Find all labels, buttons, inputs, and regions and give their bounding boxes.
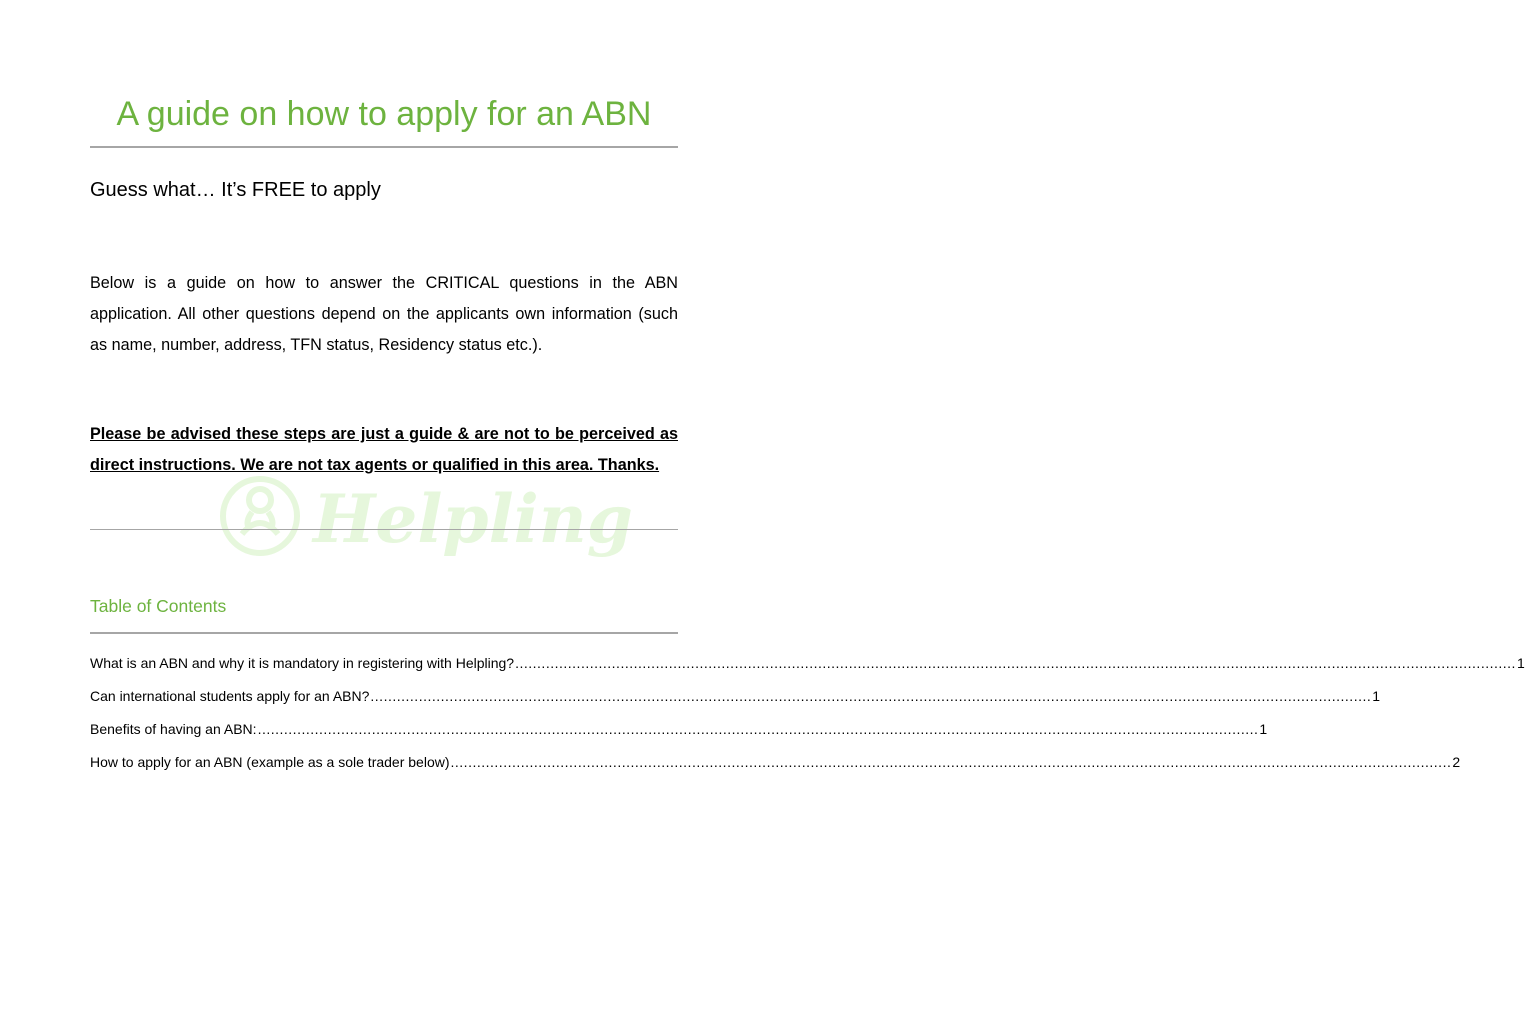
toc-entry-title[interactable]: Benefits of having an ABN: — [90, 721, 257, 737]
toc-dot-leader — [370, 684, 1371, 708]
table-of-contents — [90, 651, 1525, 783]
toc-entry[interactable] — [90, 750, 1461, 783]
toc-entry[interactable] — [90, 684, 1381, 717]
title-divider — [90, 146, 678, 148]
toc-entry-page[interactable]: 1 — [1372, 688, 1381, 704]
helpling-watermark — [218, 468, 633, 564]
toc-dot-leader — [451, 750, 1452, 774]
toc-entry-title[interactable]: What is an ABN and why it is mandatory in registering with Helpling? — [90, 655, 515, 671]
intro-paragraph: Below is a guide on how to answer the CRITICAL questions in the ABN application. All other questions depend on the applicants own information (such as name, number, address, TFN status, Residency status etc.). — [90, 274, 678, 354]
toc-entry-page[interactable]: 1 — [1259, 721, 1268, 737]
toc-dot-leader — [515, 651, 1516, 675]
toc-entry[interactable] — [90, 651, 1525, 684]
document-title: A guide on how to apply for an ABN — [116, 95, 652, 133]
toc-heading: Table of Contents — [90, 596, 227, 616]
toc-entry[interactable] — [90, 717, 1268, 750]
helpling-logo-icon — [223, 479, 297, 553]
toc-entry-page[interactable]: 1 — [1516, 655, 1525, 671]
toc-entry-page[interactable]: 2 — [1452, 754, 1461, 770]
toc-divider — [90, 632, 678, 634]
toc-entry-title[interactable]: How to apply for an ABN (example as a sole trader below) — [90, 754, 450, 770]
watermark-text: Helpling — [313, 480, 633, 558]
section-divider — [90, 529, 678, 530]
document-subtitle: Guess what… It’s FREE to apply — [90, 179, 381, 201]
toc-entry-title[interactable]: Can international students apply for an ABN? — [90, 688, 370, 704]
toc-dot-leader — [258, 717, 1259, 741]
disclaimer-paragraph: Please be advised these steps are just a guide & are not to be perceived as direct instructions. We are not tax agents or qualified in this area. Thanks. — [90, 425, 678, 474]
